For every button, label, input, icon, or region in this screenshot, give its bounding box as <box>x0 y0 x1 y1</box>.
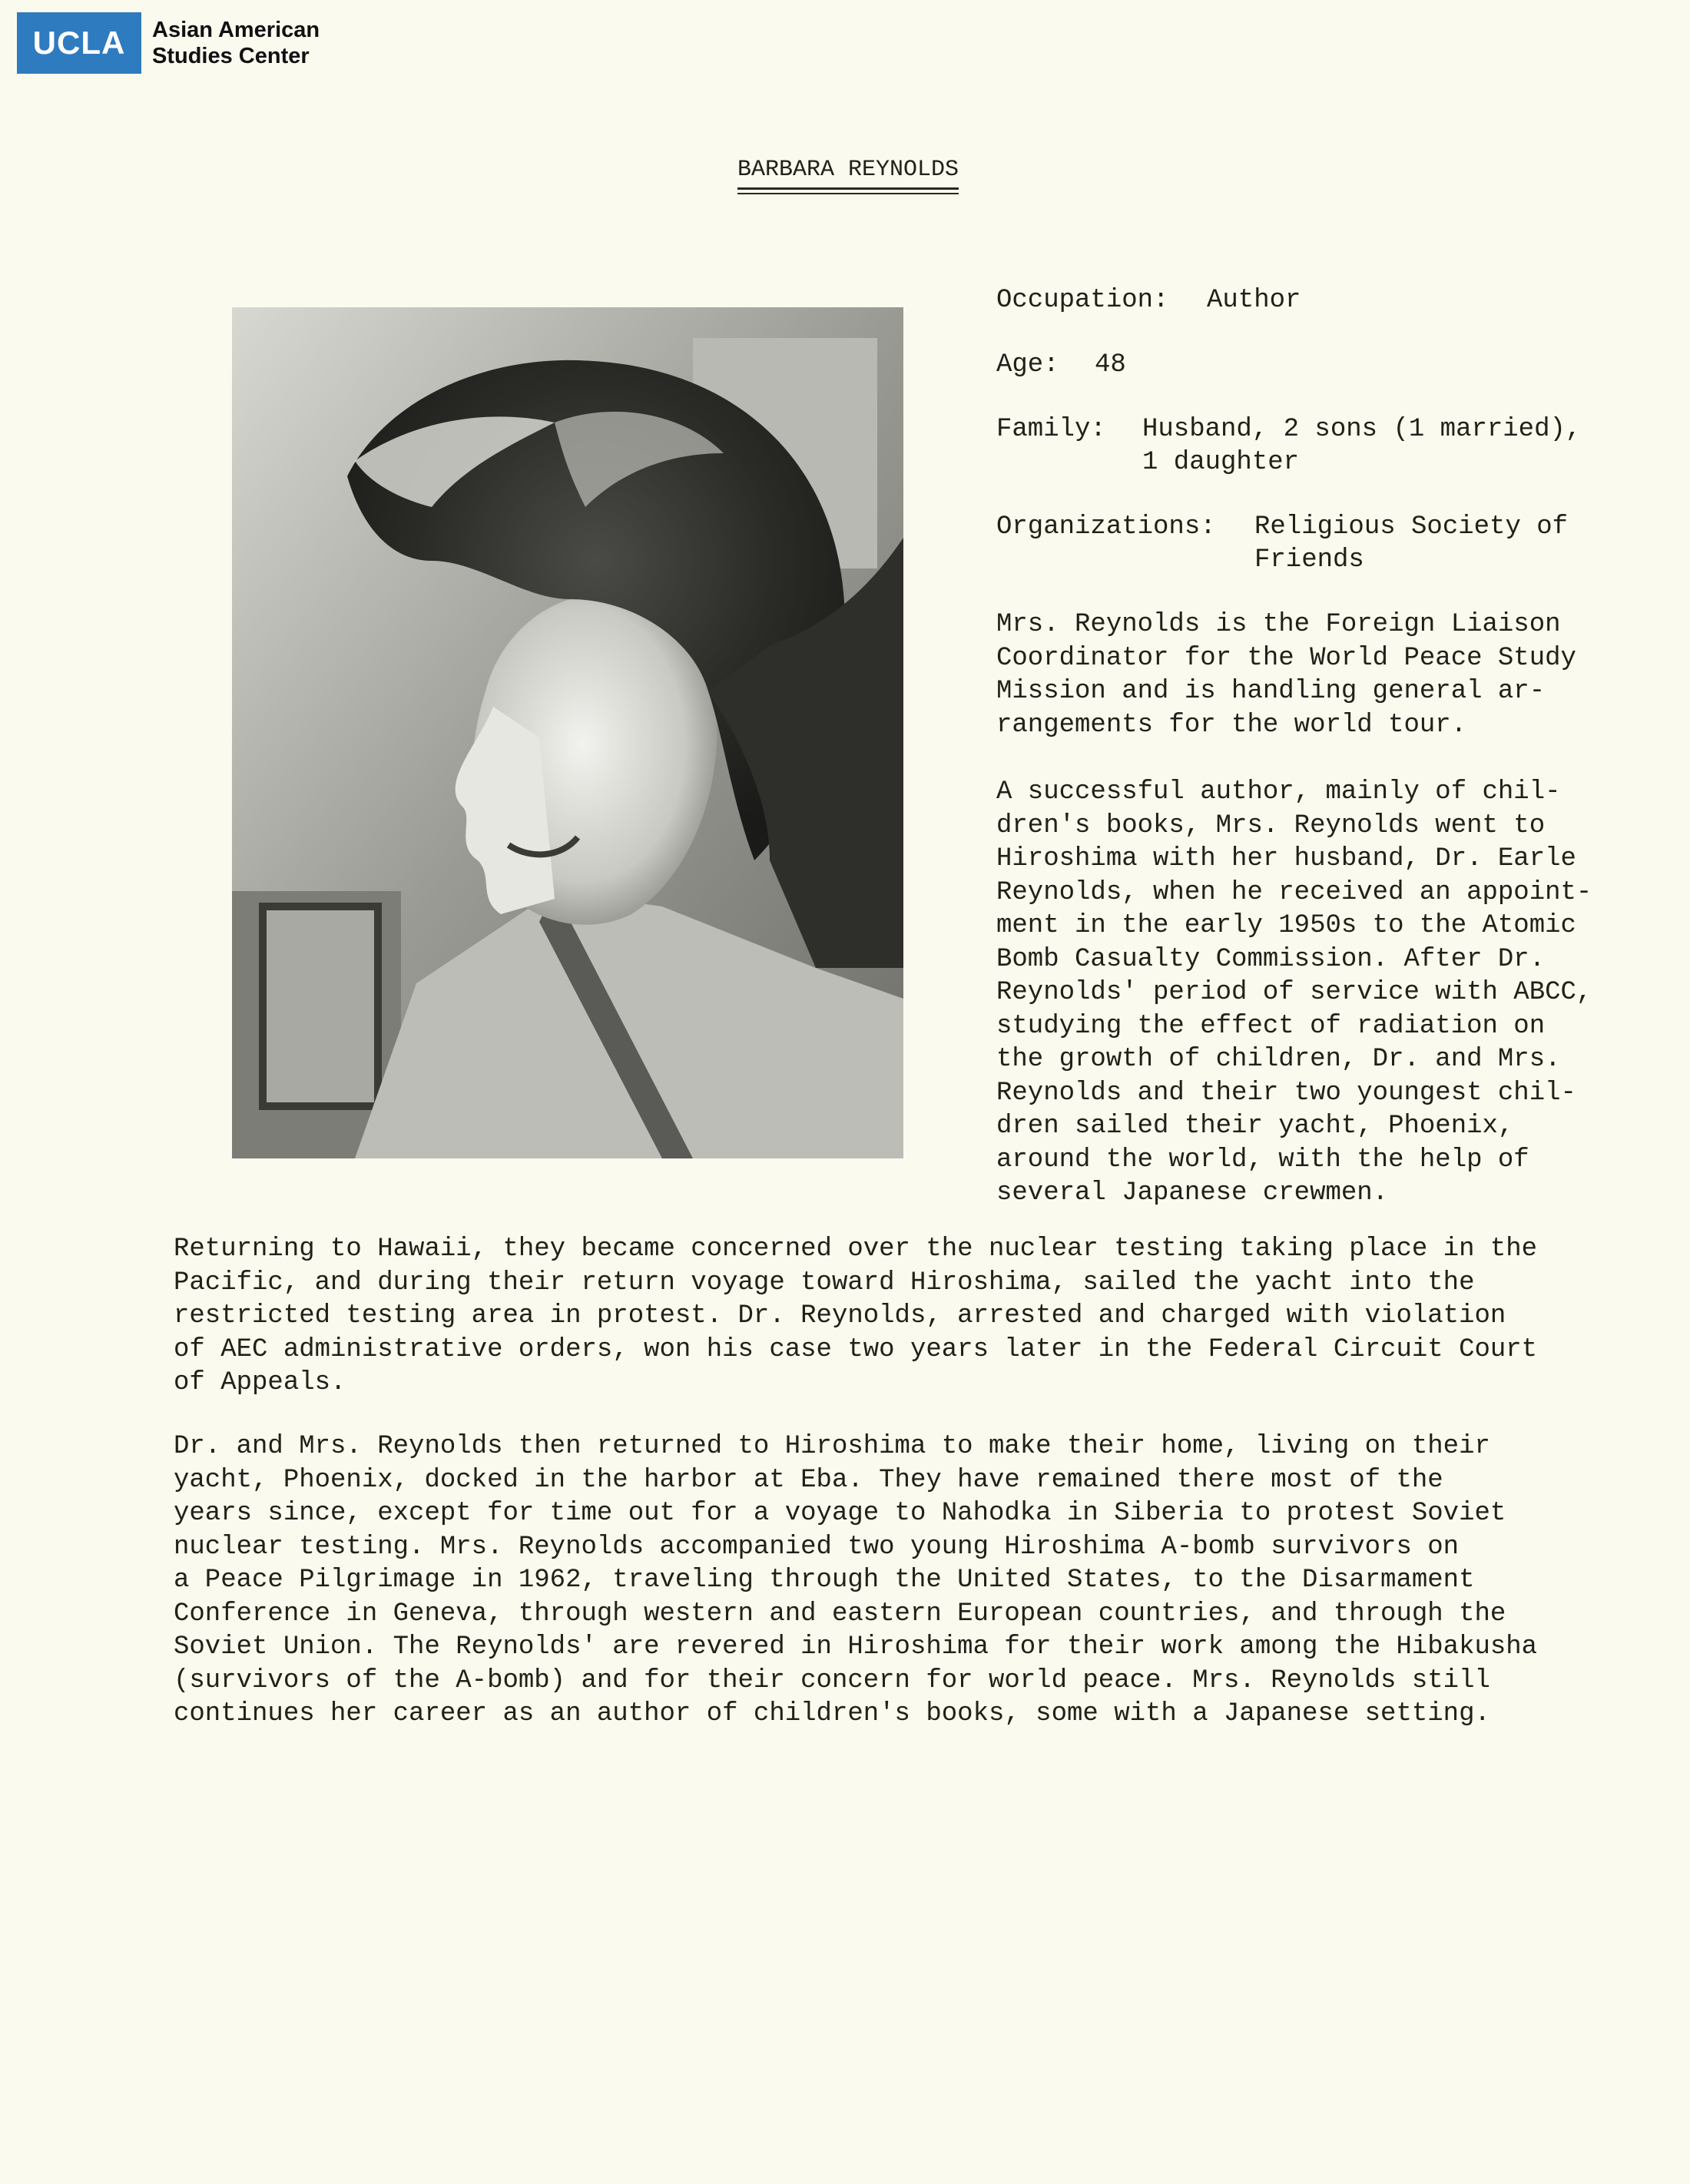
fact-value: 48 <box>1095 350 1126 379</box>
fact-value: Author <box>1207 286 1301 315</box>
fact-age <box>996 349 1657 382</box>
fact-label: Organizations: <box>996 512 1216 542</box>
fact-label: Age: <box>996 350 1059 379</box>
fact-value: Religious Society of Friends <box>1254 512 1569 575</box>
portrait-photo-image <box>232 307 903 1158</box>
fact-family <box>996 413 1657 479</box>
center-name-line1: Asian American <box>152 18 320 42</box>
paragraph-background: A successful author, mainly of chil- dren's books, Mrs. Reynolds went to Hiroshima with her husband, Dr. Earle Reynolds, when he received an appoint- ment in the early 1950s to the Atomic Bomb Casualty Commission. After Dr. Reynolds' period of service with ABCC, studying the effect of radiation on the growth of children, Dr. and Mrs. Reynolds and their two youngest chil- dren sailed their yacht, Phoenix, around the world, with the help of several Japanese crewmen. <box>996 777 1592 1208</box>
profile-facts <box>996 284 1657 608</box>
center-name-line2: Studies Center <box>152 44 310 68</box>
fact-value: Husband, 2 sons (1 married), 1 daughter <box>1142 415 1582 477</box>
ucla-wordmark: UCLA <box>17 12 141 74</box>
fact-organizations <box>996 511 1657 577</box>
paragraph-role: Mrs. Reynolds is the Foreign Liaison Coordinator for the World Peace Study Mission and is handling general ar- rangements for the world tour. <box>996 610 1576 740</box>
portrait-photo <box>232 307 903 1158</box>
ucla-logo <box>17 12 320 74</box>
fact-label: Family: <box>996 415 1106 444</box>
center-name <box>152 17 320 69</box>
document-title: BARBARA REYNOLDS <box>737 157 959 190</box>
fact-occupation <box>996 284 1657 317</box>
fact-label: Occupation: <box>996 286 1169 315</box>
paragraph-protest: Returning to Hawaii, they became concerned over the nuclear testing taking place in the Pacific, and during their return voyage toward Hiroshima, sailed the yacht into the restricted testing area in protest. Dr. Reynolds, arrested and charged with violation of AEC administrative orders, won his case two years later in the Federal Circuit Court of Appeals. <box>174 1235 1538 1397</box>
paragraph-hiroshima: Dr. and Mrs. Reynolds then returned to Hiroshima to make their home, living on their yacht, Phoenix, docked in the harbor at Eba. They have remained there most of the years since, except for time out for a voyage to Nahodka in Siberia to protest Soviet nuclear testing. Mrs. Reynolds accompanied two young Hiroshima A-bomb survivors on a Peace Pilgrimage in 1962, traveling through the United States, to the Disarmament Conference in Geneva, through western and eastern European countries, and through the Soviet Union. The Reynolds' are revered in Hiroshima for their work among the Hibakusha (survivors of the A-bomb) and for their concern for world peace. Mrs. Reynolds still continues her career as an author of children's books, some with a Japanese setting. <box>174 1432 1538 1728</box>
